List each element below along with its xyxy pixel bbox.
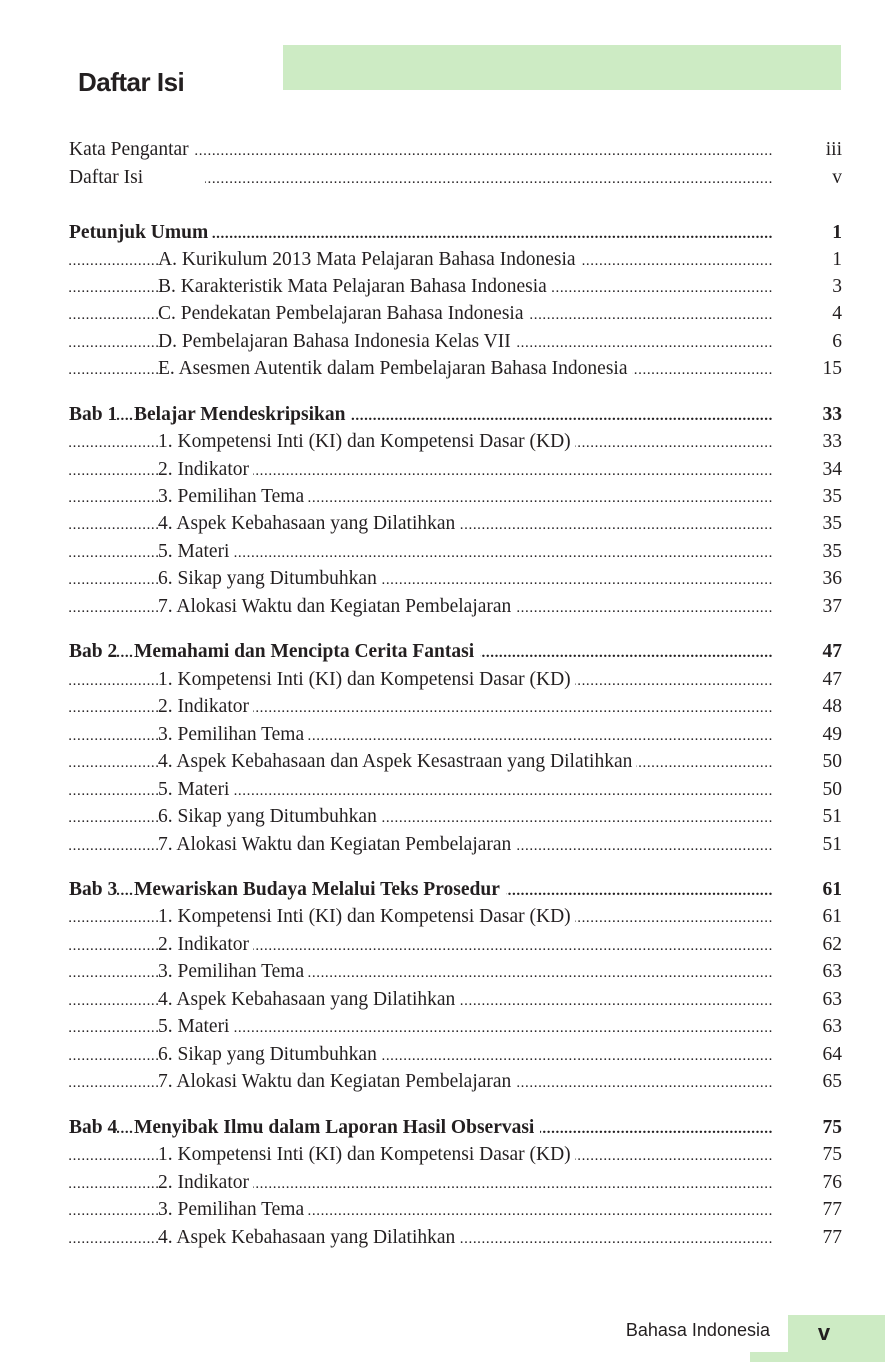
- entry-label: 1. Kompetensi Inti (KI) dan Kompetensi Dasar (KD): [158, 428, 575, 455]
- entry-page: 36: [822, 568, 842, 589]
- entry-page: 3: [832, 276, 842, 297]
- toc-entry[interactable]: [69, 931, 842, 958]
- toc-entry[interactable]: [69, 776, 842, 803]
- entry-label: 3. Pemilihan Tema: [158, 1196, 308, 1223]
- entry-page: 51: [822, 806, 842, 827]
- toc-entry[interactable]: [69, 1068, 842, 1095]
- entry-label: 5. Materi: [158, 538, 233, 565]
- entry-label: 5. Materi: [158, 1013, 233, 1040]
- entry-label: C. Pendekatan Pembelajaran Bahasa Indonesia: [158, 300, 528, 327]
- entry-label: 2. Indikator: [158, 456, 253, 483]
- entry-page: 76: [822, 1172, 842, 1193]
- chapter-number: Bab 1: [69, 401, 117, 428]
- entry-page: 15: [822, 358, 842, 379]
- entry-page: 35: [822, 513, 842, 534]
- entry-label: E. Asesmen Autentik dalam Pembelajaran Bahasa Indonesia: [158, 355, 632, 382]
- toc-entry[interactable]: [69, 748, 842, 775]
- toc-entry[interactable]: [69, 903, 842, 930]
- chapter-title: Mewariskan Budaya Melalui Teks Prosedur: [134, 876, 506, 903]
- toc-entry[interactable]: [69, 456, 842, 483]
- toc-entry[interactable]: [69, 803, 842, 830]
- entry-label: 6. Sikap yang Ditumbuhkan: [158, 803, 381, 830]
- toc-chapter-bab-2[interactable]: [69, 638, 842, 665]
- entry-page: 63: [822, 1016, 842, 1037]
- entry-label: 7. Alokasi Waktu dan Kegiatan Pembelajaran: [158, 1068, 515, 1095]
- toc-entry[interactable]: [69, 721, 842, 748]
- toc-entry[interactable]: [69, 831, 842, 858]
- chapter-page: 47: [822, 641, 842, 662]
- toc-entry[interactable]: [69, 538, 842, 565]
- entry-page: 35: [822, 541, 842, 562]
- toc-entry[interactable]: [69, 510, 842, 537]
- toc-entry[interactable]: [69, 958, 842, 985]
- toc-entry[interactable]: [69, 693, 842, 720]
- entry-page: 6: [832, 331, 842, 352]
- toc-entry[interactable]: [69, 1141, 842, 1168]
- toc-entry[interactable]: [69, 328, 842, 355]
- entry-page: v: [832, 167, 842, 188]
- entry-label: 3. Pemilihan Tema: [158, 958, 308, 985]
- entry-label: 5. Materi: [158, 776, 233, 803]
- footer-book-title: Bahasa Indonesia: [625, 1320, 770, 1340]
- entry-label: B. Karakteristik Mata Pelajaran Bahasa Indonesia: [158, 273, 551, 300]
- entry-label: 7. Alokasi Waktu dan Kegiatan Pembelajaran: [158, 831, 515, 858]
- entry-page: 65: [822, 1071, 842, 1092]
- entry-label: 1. Kompetensi Inti (KI) dan Kompetensi Dasar (KD): [158, 666, 575, 693]
- toc-entry[interactable]: [69, 593, 842, 620]
- dot-leader: [205, 164, 773, 191]
- toc-entry[interactable]: [69, 1196, 842, 1223]
- chapter-title: Belajar Mendeskripsikan: [134, 401, 351, 428]
- entry-label: Kata Pengantar: [69, 136, 193, 163]
- chapter-number: Bab 3: [69, 876, 117, 903]
- entry-label: 2. Indikator: [158, 693, 253, 720]
- entry-page: 1: [832, 249, 842, 270]
- entry-label: 3. Pemilihan Tema: [158, 721, 308, 748]
- entry-page: 51: [822, 834, 842, 855]
- entry-page: iii: [825, 139, 842, 160]
- toc-entry[interactable]: [69, 483, 842, 510]
- entry-page: 75: [822, 1144, 842, 1165]
- chapter-number: Bab 4: [69, 1114, 117, 1141]
- entry-label: 1. Kompetensi Inti (KI) dan Kompetensi Dasar (KD): [158, 1141, 575, 1168]
- toc-entry[interactable]: [69, 300, 842, 327]
- chapter-page: 75: [822, 1117, 842, 1138]
- entry-label: 1. Kompetensi Inti (KI) dan Kompetensi Dasar (KD): [158, 903, 575, 930]
- chapter-title: Menyibak Ilmu dalam Laporan Hasil Observasi: [134, 1114, 540, 1141]
- toc-entry[interactable]: [69, 1169, 842, 1196]
- chapter-number: Bab 2: [69, 638, 117, 665]
- entry-page: 62: [822, 934, 842, 955]
- entry-label: 7. Alokasi Waktu dan Kegiatan Pembelajaran: [158, 593, 515, 620]
- entry-page: 50: [822, 779, 842, 800]
- entry-page: 47: [822, 669, 842, 690]
- page-title: Daftar Isi: [78, 67, 185, 98]
- entry-page: 4: [832, 303, 842, 324]
- section-page: 1: [832, 222, 842, 243]
- entry-label: 3. Pemilihan Tema: [158, 483, 308, 510]
- toc-entry[interactable]: [69, 1013, 842, 1040]
- title-accent-bar: [283, 45, 841, 90]
- entry-label: Daftar Isi: [69, 164, 147, 191]
- toc-entry[interactable]: [69, 986, 842, 1013]
- entry-label: 2. Indikator: [158, 1169, 253, 1196]
- toc-entry-kata-pengantar[interactable]: [69, 136, 842, 163]
- entry-label: D. Pembelajaran Bahasa Indonesia Kelas VII: [158, 328, 515, 355]
- entry-page: 63: [822, 961, 842, 982]
- toc-entry[interactable]: [69, 273, 842, 300]
- toc-chapter-bab-1[interactable]: [69, 401, 842, 428]
- toc-entry[interactable]: [69, 355, 842, 382]
- toc-entry-daftar-isi[interactable]: [69, 164, 842, 191]
- entry-label: 6. Sikap yang Ditumbuhkan: [158, 1041, 381, 1068]
- toc-section-petunjuk-umum[interactable]: [69, 219, 842, 246]
- toc-entry[interactable]: [69, 565, 842, 592]
- chapter-title: Memahami dan Mencipta Cerita Fantasi: [134, 638, 480, 665]
- entry-label: 6. Sikap yang Ditumbuhkan: [158, 565, 381, 592]
- entry-page: 61: [822, 906, 842, 927]
- entry-page: 34: [822, 459, 842, 480]
- entry-page: 37: [822, 596, 842, 617]
- chapter-page: 61: [822, 879, 842, 900]
- entry-label: 2. Indikator: [158, 931, 253, 958]
- entry-page: 48: [822, 696, 842, 717]
- entry-label: A. Kurikulum 2013 Mata Pelajaran Bahasa Indonesia: [158, 246, 580, 273]
- toc-entry[interactable]: [69, 666, 842, 693]
- section-title: Petunjuk Umum: [69, 219, 212, 246]
- entry-label: 4. Aspek Kebahasaan dan Aspek Kesastraan yang Dilatihkan: [158, 748, 636, 775]
- toc-chapter-bab-4[interactable]: [69, 1114, 842, 1141]
- toc-entry[interactable]: [69, 1224, 842, 1251]
- toc-entry[interactable]: [69, 246, 842, 273]
- chapter-page: 33: [822, 404, 842, 425]
- entry-label: 4. Aspek Kebahasaan yang Dilatihkan: [158, 1224, 459, 1251]
- toc-entry[interactable]: [69, 428, 842, 455]
- toc-chapter-bab-3[interactable]: [69, 876, 842, 903]
- entry-page: 64: [822, 1044, 842, 1065]
- entry-label: 4. Aspek Kebahasaan yang Dilatihkan: [158, 510, 459, 537]
- footer-page-number: v: [817, 1320, 831, 1345]
- entry-page: 77: [822, 1227, 842, 1248]
- entry-page: 33: [822, 431, 842, 452]
- entry-page: 35: [822, 486, 842, 507]
- entry-page: 50: [822, 751, 842, 772]
- toc-entry[interactable]: [69, 1041, 842, 1068]
- entry-page: 77: [822, 1199, 842, 1220]
- entry-page: 63: [822, 989, 842, 1010]
- entry-page: 49: [822, 724, 842, 745]
- entry-label: 4. Aspek Kebahasaan yang Dilatihkan: [158, 986, 459, 1013]
